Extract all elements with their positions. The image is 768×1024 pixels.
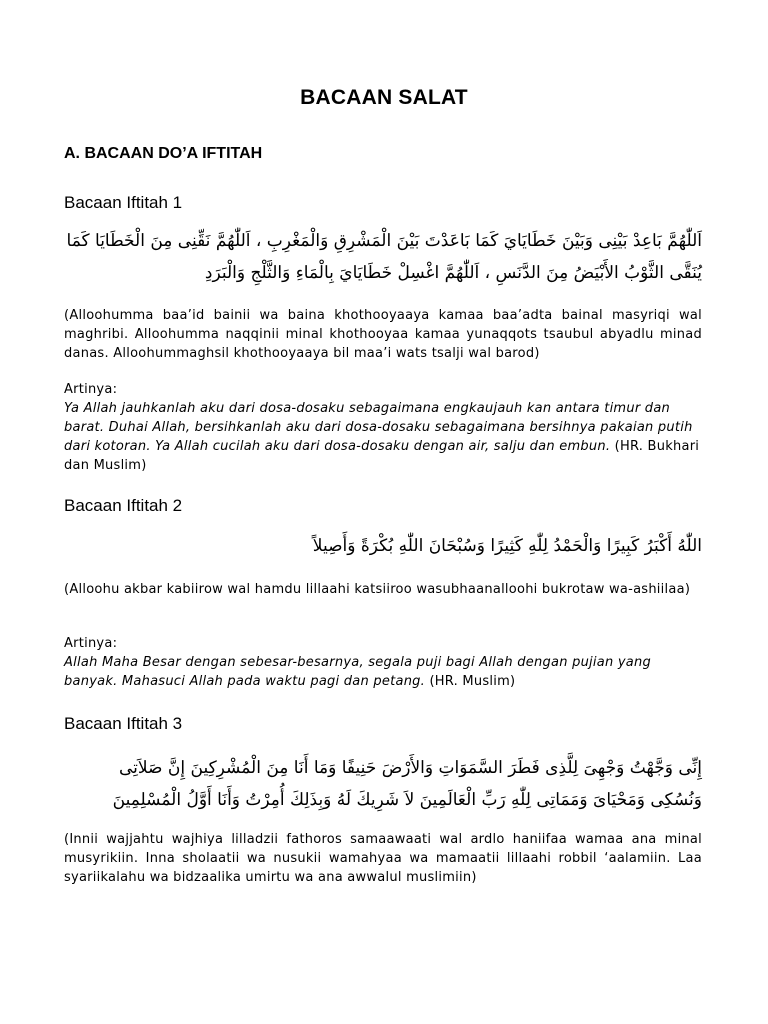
iftitah-2-arabic — [64, 530, 702, 562]
iftitah-3-transliteration: (Innii wajjahtu wajhiya lilladzii fathoros samaawaati wal ardlo haniifaa wamaa ana minal musyrikiin. Inna sholaatii wa nusukii wamahyaa wa mamaatii lillaahi robbil ‘aalamiin. Laa syariikalahu wa bidzaalika umirtu wa ana awwalul muslimiin) — [64, 832, 702, 885]
meaning-source: (HR. Muslim) — [425, 674, 516, 689]
page-title: BACAAN SALAT — [300, 86, 468, 109]
iftitah-1-heading: Bacaan Iftitah 1 — [64, 193, 183, 212]
arabic-line: اَللّٰهُمَّ بَاعِدْ بَيْنِى وَبَيْنَ خَطَايَايَ كَمَا بَاعَدْتَ بَيْنَ الْمَشْرِقِ وَالْمَغْرِبِ ، اَللّٰهُمَّ نَقِّنِى مِنَ الْخَطَايَا كَمَا — [66, 231, 702, 251]
iftitah-1-transliteration: (Alloohumma baa’id bainii wa baina khothooyaaya kamaa baa’adta bainal masyriqi wal maghribi. Alloohumma naqqinii minal khothooyaa kamaa yunaqqots tsaubul abyadlu minad danas. Alloohummaghsil khothooyaaya bil maa’i wats tsalji wal barod) — [64, 308, 702, 361]
iftitah-1-meaning — [64, 380, 702, 475]
arabic-line: وَنُسُكِى وَمَحْيَاىَ وَمَمَاتِى لِلّٰهِ رَبِّ الْعَالَمِينَ لاَ شَرِيكَ لَهُ وَبِذَلِكَ أُمِرْتُ وَأَنَا أَوَّلُ الْمُسْلِمِينَ — [112, 790, 702, 810]
arabic-line: يُنَقَّى الثَّوْبُ الأَبْيَضُ مِنَ الدَّنَسِ ، اَللّٰهُمَّ اغْسِلْ خَطَايَايَ بِالْمَاءِ وَالثَّلْجِ وَالْبَرَدِ — [204, 263, 702, 283]
iftitah-2-transliteration: (Alloohu akbar kabiirow wal hamdu lillaahi katsiiroo wasubhaanalloohi bukrotaw wa-ashiilaa) — [64, 582, 691, 597]
iftitah-2-heading: Bacaan Iftitah 2 — [64, 496, 183, 515]
iftitah-3-heading: Bacaan Iftitah 3 — [64, 714, 183, 733]
arabic-line: إِنِّى وَجَّهْتُ وَجْهِىَ لِلَّذِى فَطَرَ السَّمَوَاتِ وَالأَرْضَ حَنِيفًا وَمَا أَنَا مِنَ الْمُشْرِكِينَ إِنَّ صَلاَتِى — [119, 758, 702, 778]
meaning-label: Artinya: — [64, 382, 118, 397]
arabic-line: اللّٰهُ أَكْبَرُ كَبِيرًا وَالْحَمْدُ لِلّٰهِ كَثِيرًا وَسُبْحَانَ اللّٰهِ بُكْرَةً وَأَصِيلاً — [312, 536, 702, 556]
iftitah-1-arabic — [64, 225, 702, 289]
meaning-text: Ya Allah jauhkanlah aku dari dosa-dosaku sebagaimana engkaujauh kan antara timur dan barat. Duhai Allah, bersihkanlah aku dari dosa-dosaku sebagaimana bersihnya pakaian putih dari kotoran. Ya Allah cucilah aku dari dosa-dosaku dengan air, salju dan embun. — [64, 401, 693, 454]
meaning-text: Allah Maha Besar dengan sebesar-besarnya, segala puji bagi Allah dengan pujian yang banyak. Mahasuci Allah pada waktu pagi dan petang. — [64, 655, 652, 689]
meaning-source: (HR. Bukhari dan Muslim) — [64, 439, 700, 473]
iftitah-2-meaning — [64, 634, 702, 691]
iftitah-3-arabic — [64, 752, 702, 816]
meaning-label: Artinya: — [64, 636, 118, 651]
section-heading: A. BACAAN DO’A IFTITAH — [64, 145, 263, 162]
